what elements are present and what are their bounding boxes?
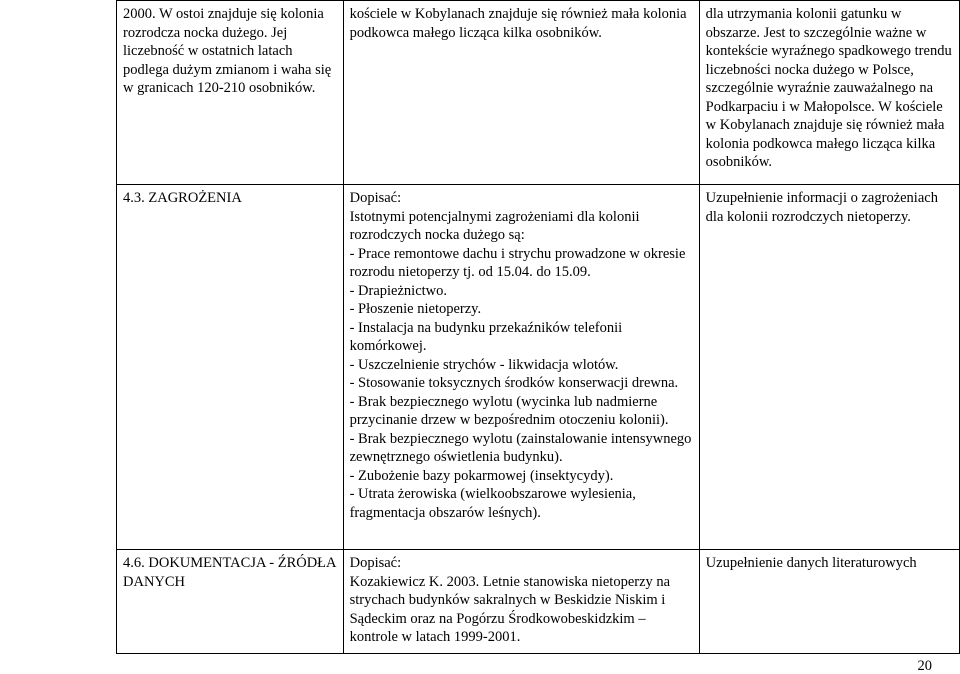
threats-intro: Istotnymi potencjalnymi zagrożeniami dla kolonii rozrodczych nocka dużego są: bbox=[349, 208, 640, 243]
cell-text: Uzupełnienie danych literaturowych bbox=[705, 555, 917, 571]
list-item: - Prace remontowe dachu i strychu prowadzone w okresie rozrodu nietoperzy tj. od 15.04. do 15.09. bbox=[349, 245, 686, 280]
cell-content bbox=[343, 550, 699, 654]
list-item: - Stosowanie toksycznych środków konserwacji drewna. bbox=[349, 375, 679, 391]
section-heading: 4.3. ZAGROŻENIA bbox=[123, 190, 242, 206]
table-row bbox=[117, 1, 960, 185]
list-item: - Instalacja na budynku przekaźników telefonii komórkowej. bbox=[349, 319, 623, 354]
dopisac-label: Dopisać: bbox=[349, 555, 402, 571]
cell-content bbox=[343, 1, 699, 185]
cell-section bbox=[117, 185, 344, 550]
cell-justification bbox=[699, 550, 959, 654]
cell-justification bbox=[699, 185, 959, 550]
cell-section bbox=[117, 550, 344, 654]
cell-text: dla utrzymania kolonii gatunku w obszarze. Jest to szczególnie ważne w kontekście wyraźnego spadkowego trendu liczebności nocka dużego w Polsce, szczególnie wyraźnie zauważalnego na Podkarpaciu i w Małopolsce. W kościele w Kobylanach znajduje się również mała kolonia podkowca małego licząca kilka osobników. bbox=[705, 6, 952, 170]
list-item: - Brak bezpiecznego wylotu (zainstalowanie intensywnego zewnętrznego oświetlenia budynku). bbox=[349, 430, 692, 465]
cell-justification bbox=[699, 1, 959, 185]
list-item: - Uszczelnienie strychów - likwidacja wlotów. bbox=[349, 356, 619, 373]
cell-text: Uzupełnienie informacji o zagrożeniach dla kolonii rozrodczych nietoperzy. bbox=[705, 190, 938, 225]
cell-section bbox=[117, 1, 344, 185]
threats-list bbox=[350, 245, 693, 523]
list-item: - Brak bezpiecznego wylotu (wycinka lub nadmierne przycinanie drzew w bezpośrednim otoczeniu kolonii). bbox=[349, 393, 669, 428]
section-heading: 4.6. DOKUMENTACJA - ŹRÓDŁA DANYCH bbox=[123, 555, 336, 590]
list-item: - Zubożenie bazy pokarmowej (insektycydy). bbox=[349, 467, 614, 484]
cell-content bbox=[343, 185, 699, 550]
list-item: - Drapieżnictwo. bbox=[349, 282, 448, 299]
page-number: 20 bbox=[917, 658, 932, 674]
list-item: - Płoszenie nietoperzy. bbox=[349, 301, 482, 317]
document-table bbox=[116, 0, 960, 654]
reference-text: Kozakiewicz K. 2003. Letnie stanowiska nietoperzy na strychach budynków sakralnych w Beskidzie Niskim i Sądeckim oraz na Pogórzu Środkowobeskidzkim – kontrole w latach 1999-2001. bbox=[349, 573, 671, 645]
cell-text: kościele w Kobylanach znajduje się również mała kolonia podkowca małego licząca kilka osobników. bbox=[349, 6, 687, 41]
table-row bbox=[117, 185, 960, 550]
dopisac-label: Dopisać: bbox=[349, 190, 402, 206]
list-item: - Utrata żerowiska (wielkoobszarowe wylesienia, fragmentacja obszarów leśnych). bbox=[349, 486, 636, 521]
cell-text: 2000. W ostoi znajduje się kolonia rozrodcza nocka dużego. Jej liczebność w ostatnich latach podlega dużym zmianom i waha się w granicach 120-210 osobników. bbox=[123, 6, 332, 96]
table-row bbox=[117, 550, 960, 654]
